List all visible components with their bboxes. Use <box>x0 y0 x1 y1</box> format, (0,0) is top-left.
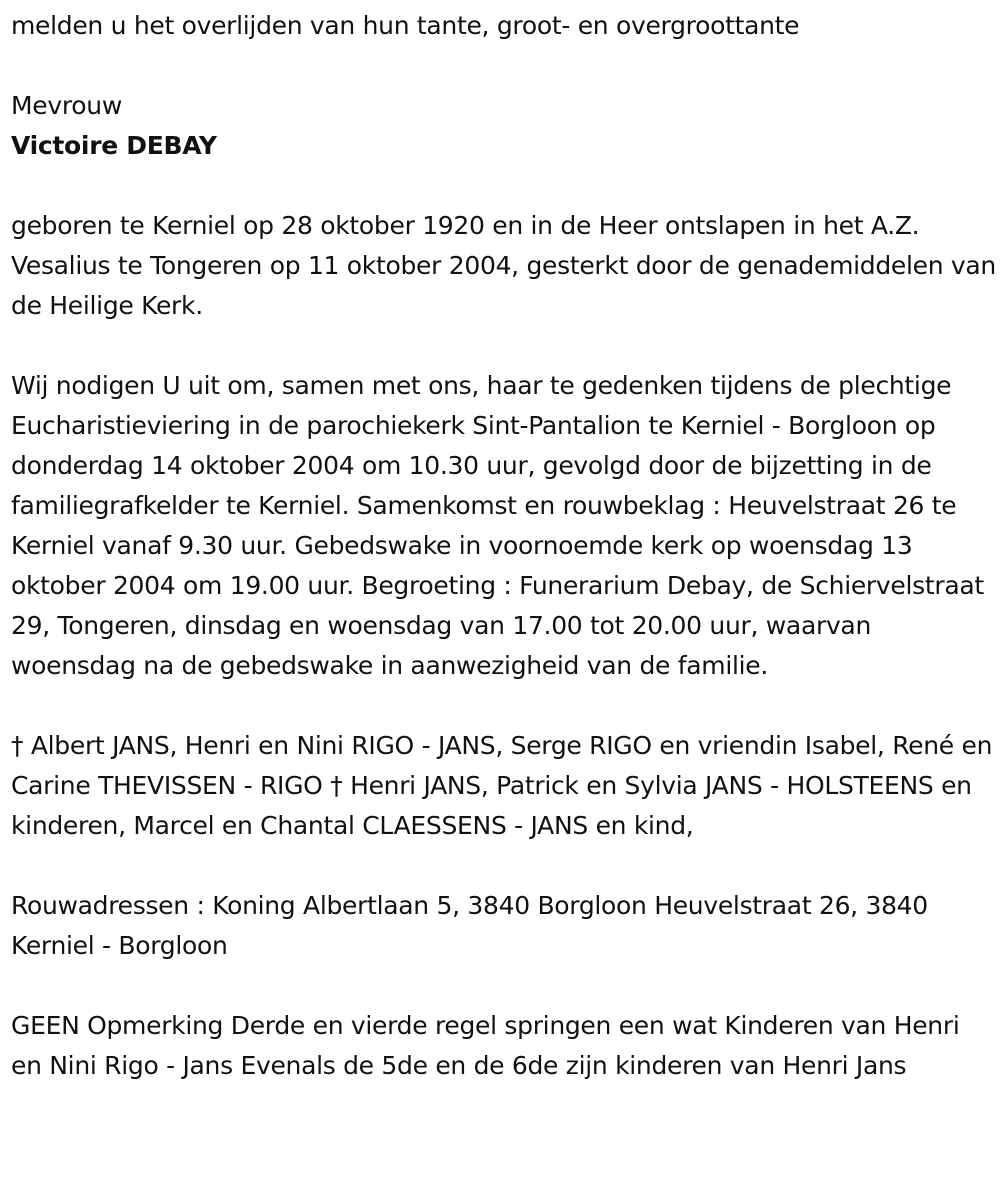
cross-icon: † <box>330 771 343 800</box>
family-names-part2: Henri JANS, Patrick en Sylvia JANS - HOLSTEENS en kinderen, Marcel en Chantal CLAESSENS - JANS en kind, <box>11 771 972 840</box>
spacer <box>11 846 996 886</box>
cross-icon: † <box>11 731 24 760</box>
salutation: Mevrouw <box>11 91 122 120</box>
remark-paragraph: GEEN Opmerking Derde en vierde regel springen een wat Kinderen van Henri en Nini Rigo - Jans Evenals de 5de en de 6de zijn kinderen van Henri Jans <box>11 1011 960 1080</box>
intro-line: melden u het overlijden van hun tante, groot- en overgroottante <box>11 11 800 40</box>
spacer <box>11 686 996 726</box>
family-names-part1: Albert JANS, Henri en Nini RIGO - JANS, Serge RIGO en vriendin Isabel, René en Carine THEVISSEN - RIGO <box>11 731 993 800</box>
spacer <box>11 166 996 206</box>
birth-death-paragraph: geboren te Kerniel op 28 oktober 1920 en in de Heer ontslapen in het A.Z. Vesalius te Tongeren op 11 oktober 2004, gesterkt door de genademiddelen van de Heilige Kerk. <box>11 211 996 320</box>
obituary-document <box>11 6 996 1086</box>
spacer <box>11 966 996 1006</box>
ceremony-paragraph: Wij nodigen U uit om, samen met ons, haar te gedenken tijdens de plechtige Eucharistieviering in de parochiekerk Sint-Pantalion te Kerniel - Borgloon op donderdag 14 oktober 2004 om 10.30 uur, gevolgd door de bijzetting in de familiegrafkelder te Kerniel. Samenkomst en rouwbeklag : Heuvelstraat 26 te Kerniel vanaf 9.30 uur. Gebedswake in voornoemde kerk op woensdag 13 oktober 2004 om 19.00 uur. Begroeting : Funerarium Debay, de Schiervelstraat 29, Tongeren, dinsdag en woensdag van 17.00 tot 20.00 uur, waarvan woensdag na de gebedswake in aanwezigheid van de familie. <box>11 371 984 680</box>
spacer <box>11 326 996 366</box>
deceased-name: Victoire DEBAY <box>11 131 217 160</box>
addresses-paragraph: Rouwadressen : Koning Albertlaan 5, 3840 Borgloon Heuvelstraat 26, 3840 Kerniel - Borgloon <box>11 891 928 960</box>
family-paragraph <box>11 726 996 846</box>
spacer <box>11 46 996 86</box>
